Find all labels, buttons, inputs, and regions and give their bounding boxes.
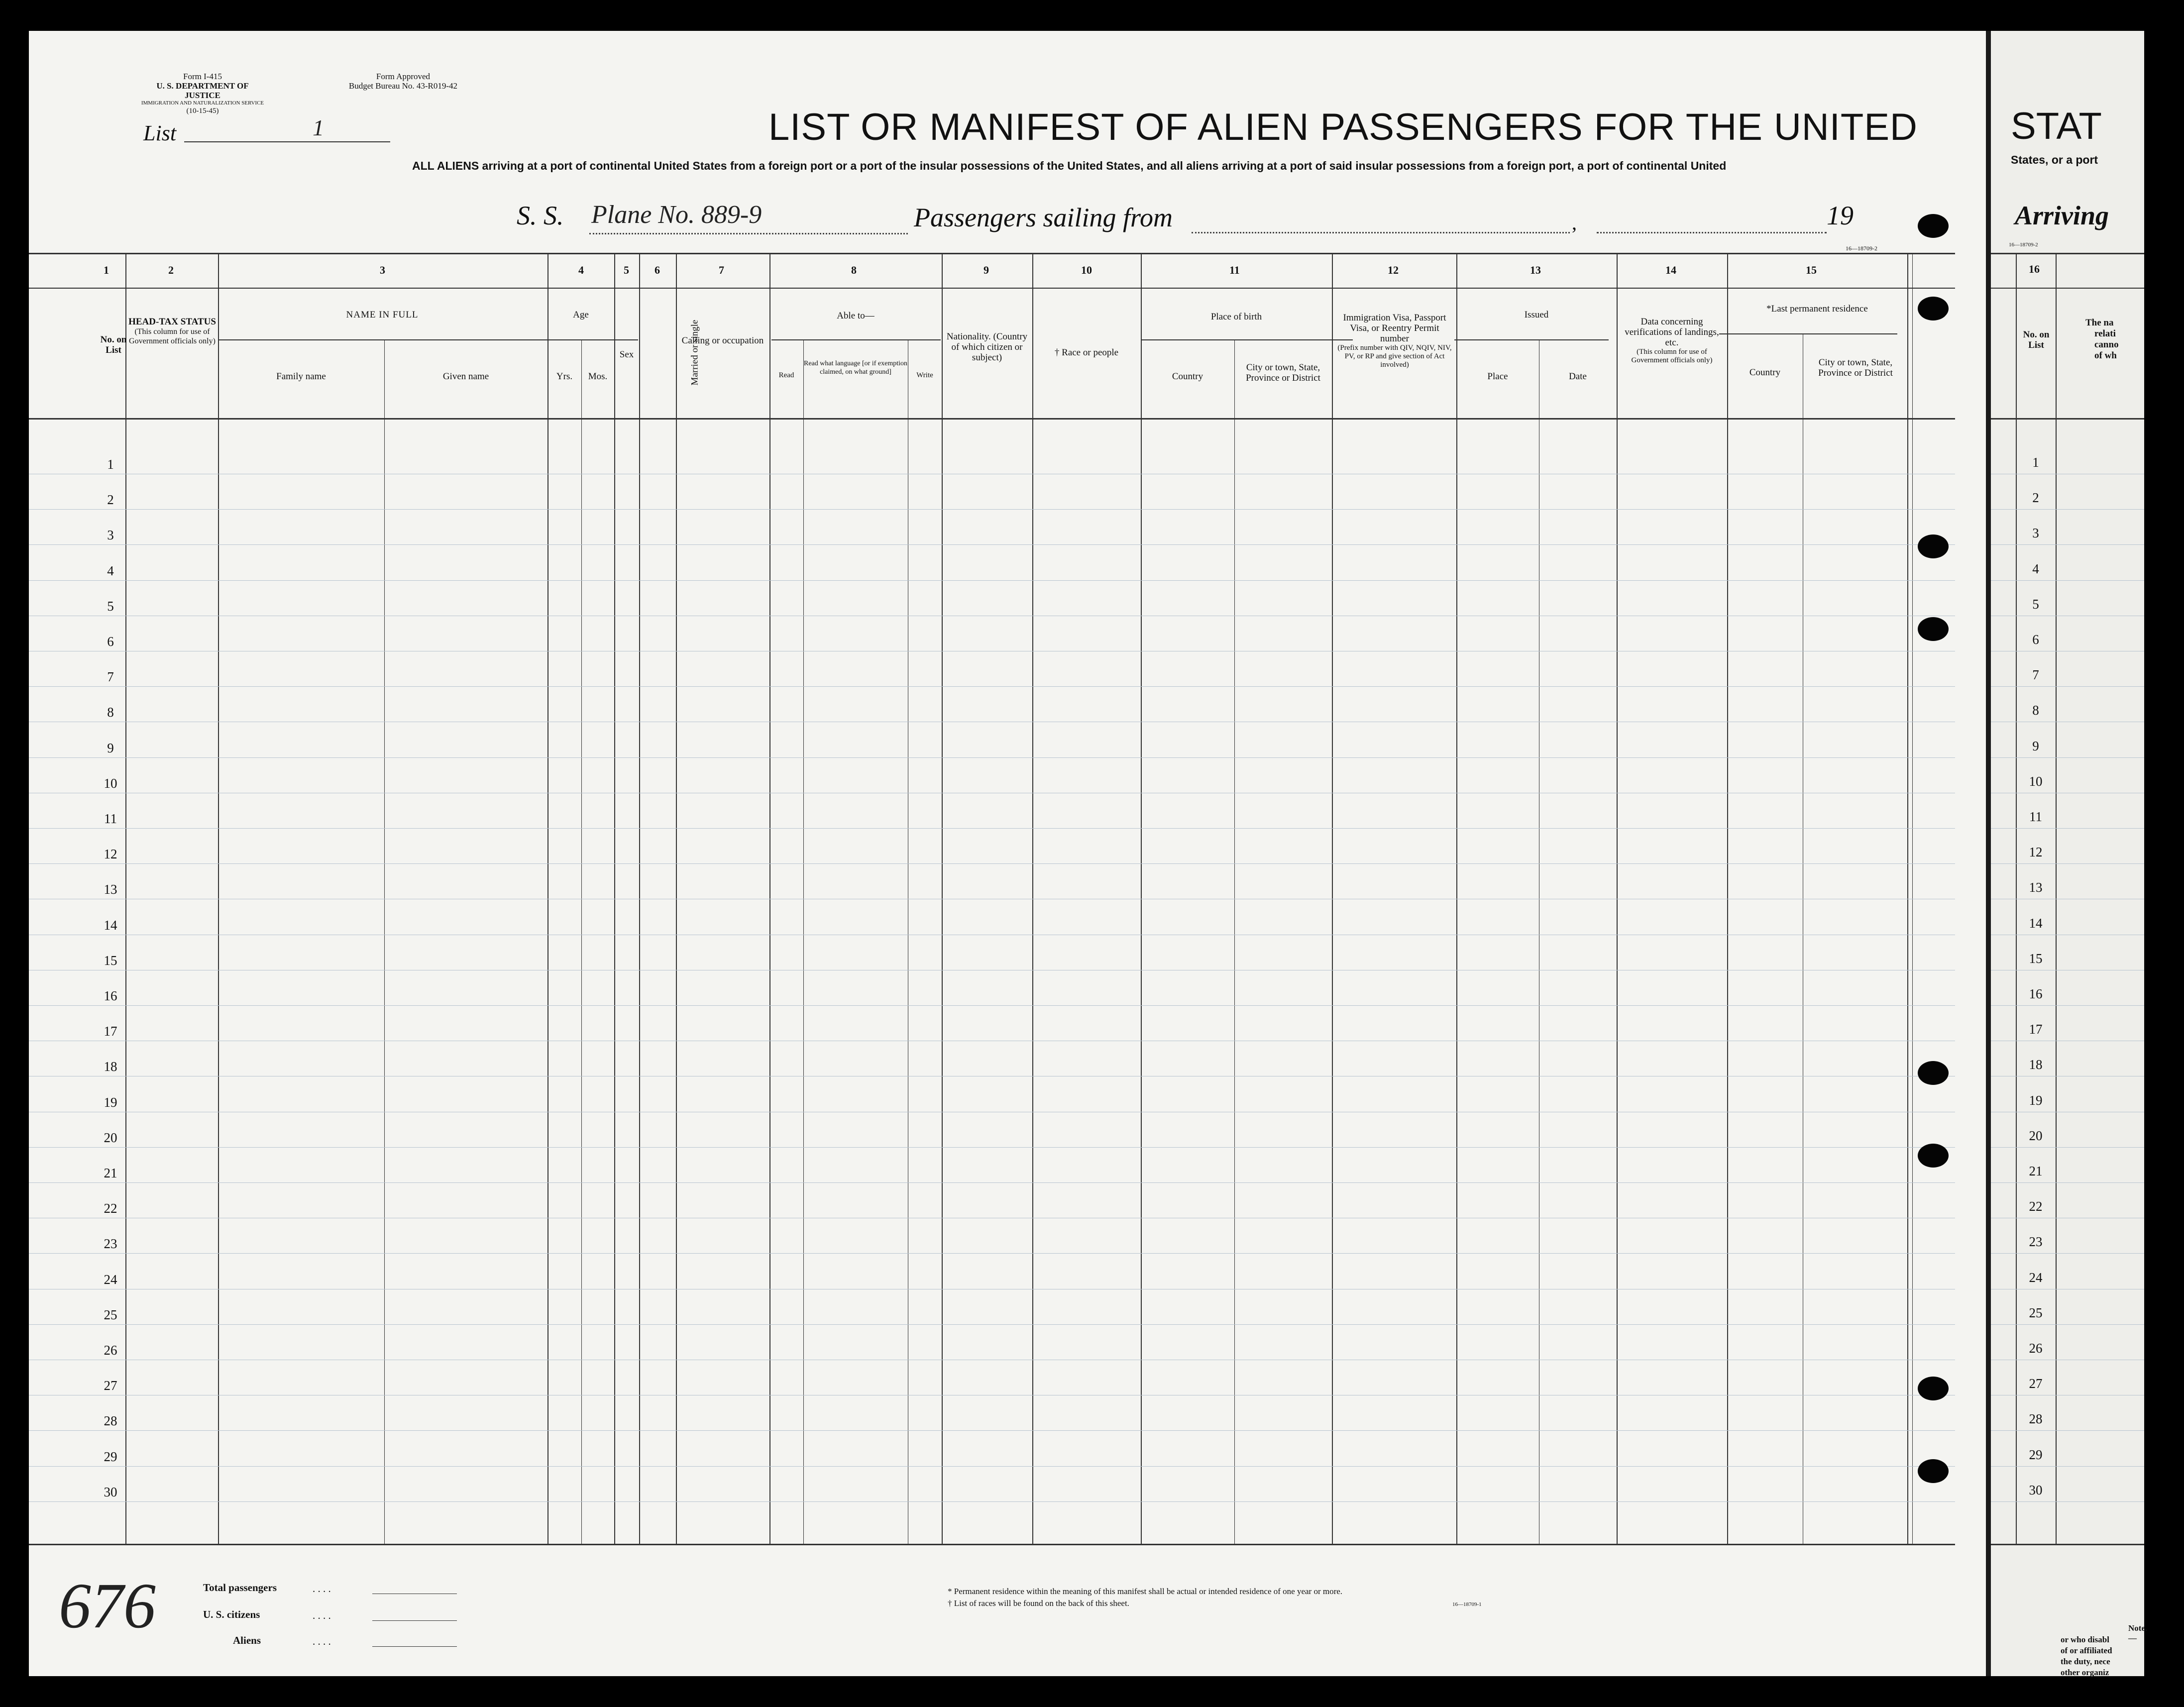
header-no-on-list: No. on List [100, 334, 127, 355]
page2-colnum-16: 16 [2029, 263, 2040, 275]
page2-row-rule [1991, 580, 2144, 581]
page2-row-number: 10 [2029, 774, 2043, 789]
page2-row-number: 30 [2029, 1483, 2043, 1497]
header-nationality: Nationality. (Country of which citizen or subject) [946, 331, 1028, 363]
page2-row-rule [1991, 1147, 2144, 1148]
row-number: 28 [104, 1413, 117, 1428]
page2-row-rule [1991, 1253, 2144, 1254]
col-line-13 [1617, 253, 1618, 1544]
page2-subtitle: States, or a port [2011, 153, 2098, 166]
punch-hole [1918, 1377, 1949, 1400]
header-issued: Issued [1524, 310, 1549, 320]
form-info-block [140, 72, 265, 116]
handwritten-number: 676 [59, 1570, 156, 1642]
punch-hole [1918, 1459, 1949, 1483]
row-number: 17 [104, 1024, 117, 1039]
page2-col-line-b [2056, 253, 2057, 1544]
row-number: 6 [107, 634, 114, 649]
name-subheader-rule [218, 339, 576, 340]
aliens-line [372, 1646, 457, 1647]
row-rule [29, 686, 1955, 687]
row-rule [29, 1430, 1955, 1431]
header-able-to: Able to— [837, 311, 874, 321]
footer-print-code: 16—18709-1 [1452, 1601, 1482, 1607]
page2-row-number: 29 [2029, 1447, 2043, 1462]
col-line-2 [218, 253, 219, 1544]
row-number: 25 [104, 1307, 117, 1322]
row-number: 2 [107, 492, 114, 507]
row-number: 23 [104, 1236, 117, 1251]
page2-row-number: 26 [2029, 1341, 2043, 1356]
page2-row-rule [1991, 1466, 2144, 1467]
row-rule [29, 1182, 1955, 1183]
aliens-dots: . . . . [313, 1635, 331, 1647]
list-label: List [143, 121, 177, 145]
row-rule [29, 580, 1955, 581]
colnum-15: 15 [1806, 264, 1817, 276]
row-number: 20 [104, 1130, 117, 1145]
header-years: Yrs. [556, 371, 573, 382]
department-name: U. S. DEPARTMENT OF JUSTICE [156, 81, 249, 100]
col-line-5 [639, 253, 640, 1544]
header-issued-date: Date [1569, 371, 1587, 382]
page2-no-on-list: No. on List [2023, 329, 2050, 350]
page2-row-rule [1991, 1005, 2144, 1006]
page2-row-number: 2 [2032, 490, 2039, 505]
us-citizens-line [372, 1620, 457, 1621]
col-line-4 [614, 253, 615, 1544]
column-number-rule [29, 288, 1955, 289]
header-given-name: Given name [442, 371, 489, 382]
col-line-10 [1141, 253, 1142, 1544]
row-number: 4 [107, 563, 114, 578]
col-line-11 [1332, 253, 1333, 1544]
page2-row-number: 1 [2032, 455, 2039, 470]
head-tax-label: HEAD-TAX STATUS [128, 317, 216, 327]
row-number: 8 [107, 705, 114, 720]
page2-row-number: 9 [2032, 739, 2039, 753]
footnote-races: † List of races will be found on the back of this sheet. [948, 1599, 1129, 1608]
row-number: 1 [107, 457, 114, 472]
page2-arriving: Arriving [2015, 201, 2109, 230]
row-rule [29, 828, 1955, 829]
total-passengers-dots: . . . . [313, 1583, 331, 1595]
row-number: 27 [104, 1378, 117, 1393]
page2-row-number: 23 [2029, 1234, 2043, 1249]
sailing-from-line [1192, 232, 1570, 233]
vessel-name-handwritten: Plane No. 889-9 [591, 201, 762, 229]
col-line-3 [547, 253, 548, 1544]
page2-row-number: 15 [2029, 951, 2043, 966]
page2-row-rule [1991, 544, 2144, 545]
row-number: 18 [104, 1059, 117, 1074]
page2-row-number: 16 [2029, 986, 2043, 1001]
colnum-4: 4 [578, 264, 584, 276]
verifications-note: (This column for use of Government officials only) [1631, 348, 1713, 364]
header-residence-country: Country [1749, 367, 1781, 378]
page2-row-number: 11 [2029, 809, 2042, 824]
col-line-8a [803, 339, 804, 1544]
header-married-single: Married or single [689, 320, 700, 386]
header-visa [1335, 313, 1454, 369]
residence-subheader-rule [1719, 333, 1897, 334]
issued-subheader-rule [1454, 339, 1609, 340]
head-tax-note: (This column for use of Government officials only) [129, 327, 216, 345]
budget-number: Budget Bureau No. 43-R019-42 [348, 81, 458, 91]
manifest-title: LIST OR MANIFEST OF ALIEN PASSENGERS FOR THE UNITED [768, 106, 1918, 148]
row-number: 3 [107, 528, 114, 542]
row-number: 14 [104, 918, 117, 933]
header-issued-place: Place [1487, 371, 1508, 382]
page2-row-number: 5 [2032, 597, 2039, 612]
colnum-3: 3 [380, 264, 385, 276]
page2-note-line: other organiz [2061, 1668, 2109, 1677]
header-sex: Sex [619, 349, 634, 360]
punch-hole [1918, 214, 1949, 238]
page2-row-number: 12 [2029, 845, 2043, 859]
header-read: Read [778, 371, 794, 379]
col-line-15 [1907, 253, 1908, 1544]
col-line-4a [581, 339, 582, 1544]
comma-1: , [1572, 212, 1577, 234]
row-number: 30 [104, 1485, 117, 1499]
row-number: 29 [104, 1449, 117, 1464]
colnum-14: 14 [1665, 264, 1676, 276]
row-number: 10 [104, 776, 117, 791]
header-head-tax [127, 317, 217, 346]
col-line-12 [1456, 253, 1457, 1544]
row-rule [29, 544, 1955, 545]
row-number: 7 [107, 669, 114, 684]
us-citizens-label: U. S. citizens [203, 1608, 260, 1620]
visa-note: (Prefix number with QIV, NQIV, NIV, PV, or RP and give section of Act involved) [1337, 344, 1452, 369]
form-date: (10-15-45) [186, 107, 219, 115]
page2-note-line: of or affiliated [2061, 1646, 2112, 1655]
colnum-2: 2 [168, 264, 174, 276]
colnum-12: 12 [1388, 264, 1399, 276]
page2-title: STAT [2011, 105, 2102, 147]
header-verifications [1620, 317, 1724, 365]
approval-text: Form Approved [376, 72, 431, 81]
page2-bottom-rule [1991, 1544, 2144, 1545]
col-line-6 [676, 253, 677, 1544]
punch-hole [1918, 617, 1949, 641]
year-prefix: 19 [1827, 201, 1854, 230]
page2-print-code: 16—18709-2 [2009, 242, 2038, 248]
header-name-in-full: NAME IN FULL [346, 310, 419, 320]
col-line-15b [1912, 253, 1913, 1544]
page2-row-number: 3 [2032, 526, 2039, 540]
colnum-9: 9 [983, 264, 989, 276]
page2-fragment-4: of wh [2094, 350, 2117, 361]
page2-row-rule [1991, 509, 2144, 510]
table-top-rule [29, 253, 1955, 254]
page2-top-rule [1991, 253, 2144, 254]
page2-header-rule [1991, 418, 2144, 420]
header-bottom-rule [29, 418, 1955, 420]
page2-row-number: 14 [2029, 916, 2043, 931]
row-number: 13 [104, 882, 117, 897]
row-number: 19 [104, 1095, 117, 1110]
aliens-label: Aliens [233, 1634, 261, 1646]
colnum-10: 10 [1081, 264, 1092, 276]
header-birth-country: Country [1172, 371, 1203, 382]
colnum-8: 8 [851, 264, 857, 276]
row-rule [29, 863, 1955, 864]
page2-row-rule [1991, 686, 2144, 687]
row-rule [29, 1324, 1955, 1325]
page2-row-number: 4 [2032, 561, 2039, 576]
row-number: 15 [104, 953, 117, 968]
page2-row-number: 25 [2029, 1305, 2043, 1320]
page2-fragment-3: canno [2094, 339, 2119, 350]
header-months: Mos. [588, 371, 608, 382]
punch-hole [1918, 1061, 1949, 1085]
print-code: 16—18709-2 [1846, 245, 1877, 252]
total-passengers-label: Total passengers [203, 1582, 277, 1594]
header-birth-city: City or town, State, Province or District [1246, 362, 1320, 383]
page2-row-number: 7 [2032, 667, 2039, 682]
header-calling: Calling or occupation [681, 335, 764, 346]
page2-row-number: 21 [2029, 1164, 2043, 1178]
header-write: Write [916, 371, 933, 379]
page2-row-number: 22 [2029, 1199, 2043, 1214]
footnote-residence: * Permanent residence within the meaning of this manifest shall be actual or intended residence of one year or more. [948, 1587, 1343, 1596]
row-rule [29, 1466, 1955, 1467]
next-page-strip [1986, 31, 2148, 1677]
row-number: 26 [104, 1343, 117, 1358]
vessel-prefix: S. S. [517, 201, 564, 230]
punch-hole [1918, 534, 1949, 558]
colnum-6: 6 [655, 264, 660, 276]
colnum-5: 5 [624, 264, 629, 276]
row-number: 22 [104, 1201, 117, 1216]
page2-row-rule [1991, 757, 2144, 758]
page2-row-number: 24 [2029, 1270, 2043, 1285]
colnum-13: 13 [1530, 264, 1541, 276]
row-number: 24 [104, 1272, 117, 1287]
row-rule [29, 757, 1955, 758]
punch-hole [1918, 1144, 1949, 1168]
col-line-14 [1727, 253, 1728, 1544]
page2-row-number: 8 [2032, 703, 2039, 718]
col-line-11a [1234, 339, 1235, 1544]
page2-row-rule [1991, 863, 2144, 864]
able-subheader-rule [771, 339, 941, 340]
service-name: IMMIGRATION AND NATURALIZATION SERVICE [141, 100, 264, 106]
page2-num-rule [1991, 288, 2144, 289]
table-bottom-rule [29, 1544, 1955, 1545]
list-underline [184, 141, 390, 142]
colnum-11: 11 [1229, 264, 1240, 276]
list-number: 1 [313, 115, 324, 140]
row-rule [29, 1147, 1955, 1148]
page2-row-number: 20 [2029, 1128, 2043, 1143]
page2-row-rule [1991, 828, 2144, 829]
row-rule [29, 1253, 1955, 1254]
page2-row-rule [1991, 1182, 2144, 1183]
page2-row-rule [1991, 1501, 2144, 1502]
page2-fragment-1: The na [2085, 318, 2114, 328]
page2-row-number: 27 [2029, 1376, 2043, 1391]
page2-row-number: 17 [2029, 1022, 2043, 1037]
page2-row-rule [1991, 1324, 2144, 1325]
header-place-of-birth: Place of birth [1210, 312, 1262, 322]
row-number: 9 [107, 741, 114, 755]
manifest-subtitle: ALL ALIENS arriving at a port of continental United States from a foreign port or a port of the insular possessions of the United States, and all aliens arriving at a port of said insular possessions from a foreign port, a port of continental United [412, 159, 1727, 172]
approval-block [324, 72, 483, 91]
header-family-name: Family name [276, 371, 326, 382]
date-line [1597, 232, 1827, 233]
form-number: Form I-415 [183, 72, 222, 81]
vessel-name-line [589, 233, 908, 234]
header-race: † Race or people [1054, 347, 1119, 358]
colnum-7: 7 [719, 264, 724, 276]
page2-row-number: 6 [2032, 632, 2039, 647]
page2-row-number: 13 [2029, 880, 2043, 895]
us-citizens-dots: . . . . [313, 1609, 331, 1621]
row-number: 11 [104, 811, 117, 826]
sailing-label: Passengers sailing from [914, 203, 1173, 232]
birth-subheader-rule [1142, 339, 1353, 340]
manifest-sheet [29, 31, 2148, 1677]
row-number: 12 [104, 847, 117, 861]
page2-note-label: Note.— [2128, 1623, 2148, 1643]
page2-fragment-2: relati [2094, 328, 2116, 339]
page2-row-rule [1991, 1430, 2144, 1431]
page2-note [2061, 1634, 2112, 1678]
row-rule [29, 1501, 1955, 1502]
page2-col-line-a [2016, 253, 2017, 1544]
col-line-3a [384, 339, 385, 1544]
header-last-residence: *Last permanent residence [1766, 304, 1868, 314]
verifications-label: Data concerning verifications of landings, etc. [1625, 317, 1719, 348]
col-line-9 [1032, 253, 1033, 1544]
header-residence-city: City or town, State, Province or District [1818, 357, 1893, 378]
punch-hole [1918, 297, 1949, 320]
colnum-1: 1 [104, 264, 109, 276]
col-line-7 [769, 253, 770, 1544]
col-line-8 [942, 253, 943, 1544]
col-line-1 [125, 253, 126, 1544]
page2-note-line: the duty, nece [2061, 1657, 2110, 1666]
header-age: Age [573, 310, 589, 320]
page2-row-number: 19 [2029, 1093, 2043, 1108]
row-number: 5 [107, 599, 114, 614]
page2-row-number: 18 [2029, 1057, 2043, 1072]
page2-row-number: 28 [2029, 1411, 2043, 1426]
page2-note-line: or who disabl [2061, 1635, 2109, 1644]
row-rule [29, 509, 1955, 510]
row-number: 21 [104, 1166, 117, 1180]
age-subheader-rule [576, 339, 638, 340]
header-read-language: Read what language [or if exemption claimed, on what ground] [804, 360, 907, 376]
row-rule [29, 1005, 1955, 1006]
visa-label: Immigration Visa, Passport Visa, or Reentry Permit number [1343, 313, 1446, 344]
row-number: 16 [104, 988, 117, 1003]
